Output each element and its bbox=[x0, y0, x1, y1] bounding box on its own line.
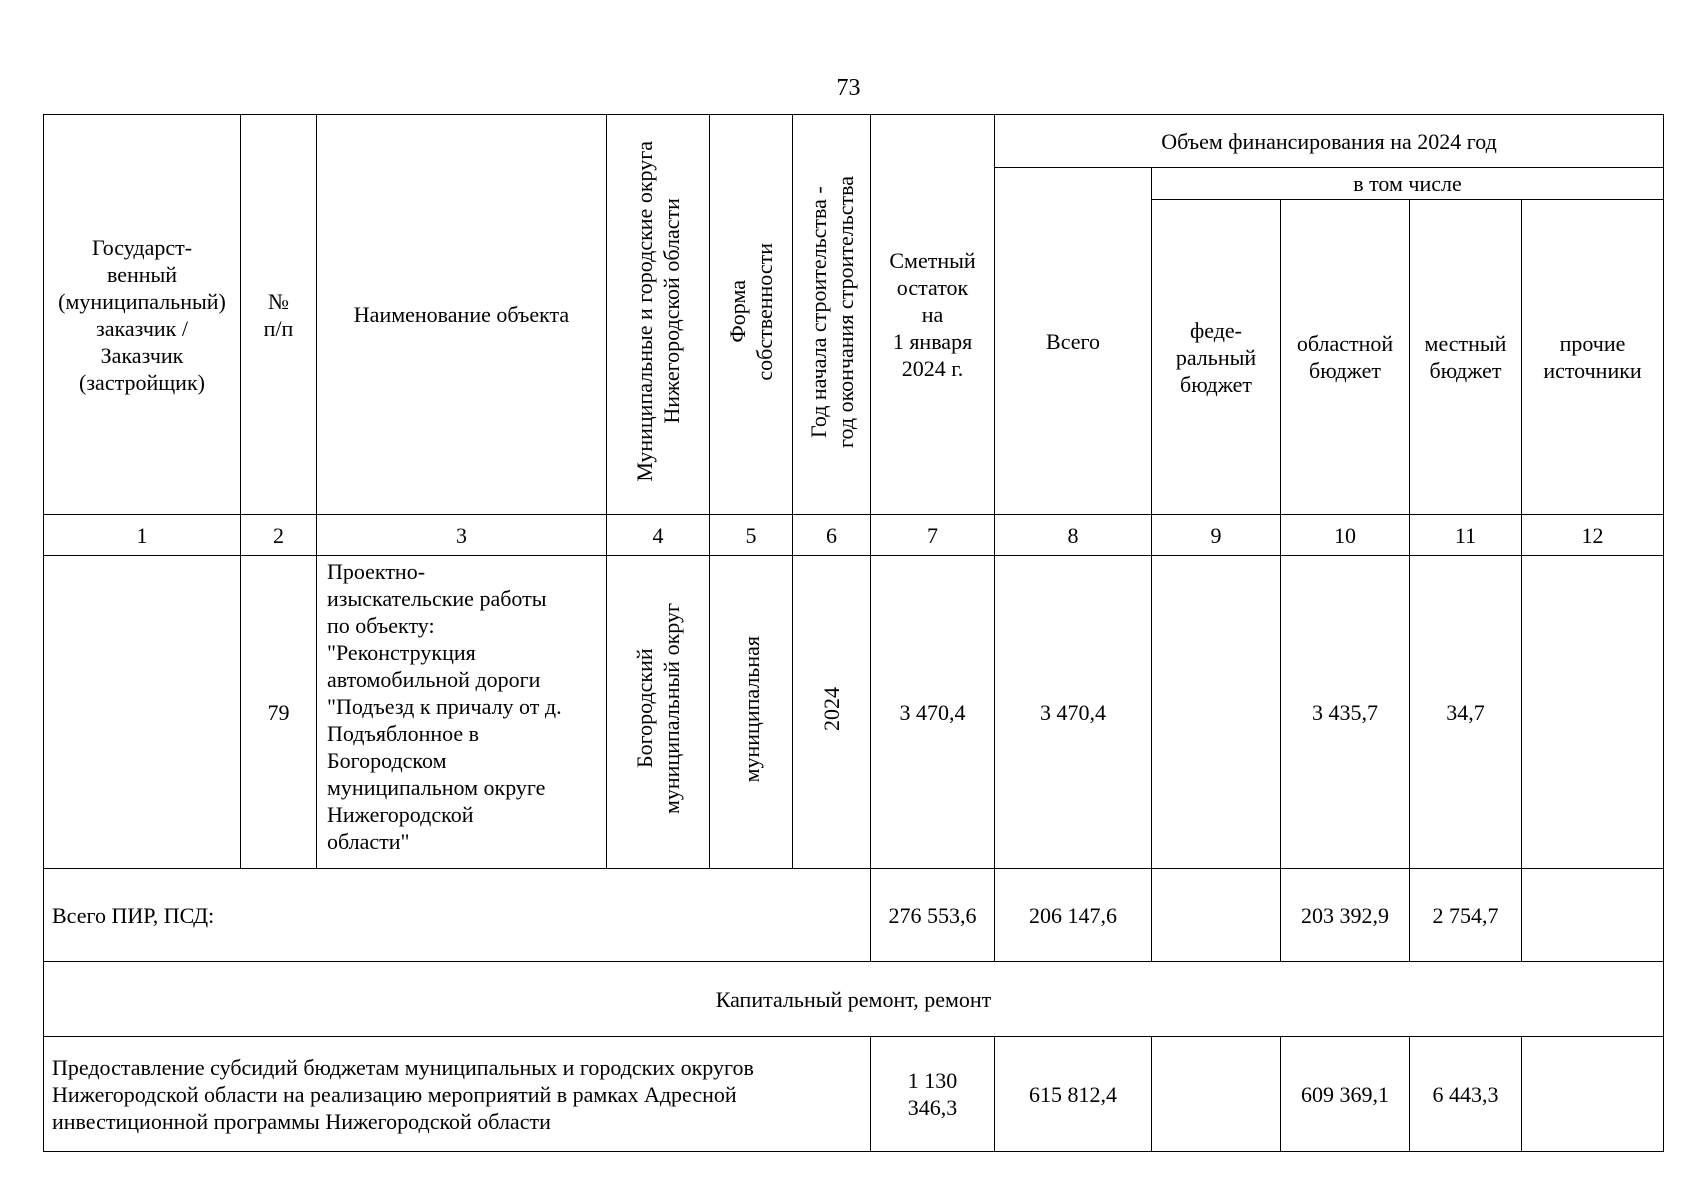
subsidy-total: 615 812,4 bbox=[995, 1037, 1152, 1152]
column-number: 5 bbox=[710, 515, 793, 556]
cell-year: 2024 bbox=[793, 556, 871, 869]
column-number: 4 bbox=[607, 515, 710, 556]
column-number: 8 bbox=[995, 515, 1152, 556]
header-object-name: Наименование объекта bbox=[317, 115, 607, 515]
cell-ownership: муниципальная bbox=[710, 556, 793, 869]
column-number: 2 bbox=[241, 515, 317, 556]
cell-other bbox=[1522, 556, 1664, 869]
column-number: 7 bbox=[871, 515, 995, 556]
column-number: 1 bbox=[44, 515, 241, 556]
total-regional: 203 392,9 bbox=[1281, 869, 1410, 962]
subsidy-row bbox=[44, 1037, 1664, 1152]
cell-total: 3 470,4 bbox=[995, 556, 1152, 869]
page-number: 73 bbox=[836, 75, 861, 101]
header-other: прочие источники bbox=[1522, 200, 1664, 515]
subsidy-federal bbox=[1152, 1037, 1281, 1152]
cell-estimate: 3 470,4 bbox=[871, 556, 995, 869]
subsidy-label: Предоставление субсидий бюджетам муниципальных и городских округов Нижегородской области на реализацию мероприятий в рамках Адресной инвестиционной программы Нижегородской области bbox=[44, 1037, 871, 1152]
header-local: местный бюджет bbox=[1410, 200, 1522, 515]
investment-program-table bbox=[43, 114, 1664, 1152]
total-federal bbox=[1152, 869, 1281, 962]
column-number: 6 bbox=[793, 515, 871, 556]
header-districts: Муниципальные и городские округа Нижегородской области bbox=[607, 115, 710, 515]
cell-local: 34,7 bbox=[1410, 556, 1522, 869]
cell-regional: 3 435,7 bbox=[1281, 556, 1410, 869]
header-funding-volume: Объем финансирования на 2024 год bbox=[995, 115, 1664, 168]
cell-district: Богородский муниципальный округ bbox=[607, 556, 710, 869]
header-estimate-balance: Сметный остаток на 1 января 2024 г. bbox=[871, 115, 995, 515]
total-other bbox=[1522, 869, 1664, 962]
header-regional: областной бюджет bbox=[1281, 200, 1410, 515]
header-including: в том числе bbox=[1152, 168, 1664, 200]
header-number: № п/п bbox=[241, 115, 317, 515]
cell-number: 79 bbox=[241, 556, 317, 869]
header-ownership: Форма собственности bbox=[710, 115, 793, 515]
header-years: Год начала строительства - год окончания строительства bbox=[793, 115, 871, 515]
total-row bbox=[44, 869, 1664, 962]
subsidy-estimate: 1 130 346,3 bbox=[871, 1037, 995, 1152]
header-total: Всего bbox=[995, 168, 1152, 515]
cell-object-name: Проектно- изыскательские работы по объекту: "Реконструкция автомобильной дороги "Подъезд к причалу от д. Подъяблонное в Богородском муниципальном округе Нижегородской области" bbox=[317, 556, 607, 869]
subsidy-local: 6 443,3 bbox=[1410, 1037, 1522, 1152]
subsidy-other bbox=[1522, 1037, 1664, 1152]
subsidy-regional: 609 369,1 bbox=[1281, 1037, 1410, 1152]
total-total: 206 147,6 bbox=[995, 869, 1152, 962]
header-row bbox=[44, 115, 1664, 168]
cell-federal bbox=[1152, 556, 1281, 869]
section-title: Капитальный ремонт, ремонт bbox=[44, 962, 1664, 1037]
column-number-row bbox=[44, 515, 1664, 556]
column-number: 9 bbox=[1152, 515, 1281, 556]
total-label: Всего ПИР, ПСД: bbox=[44, 869, 871, 962]
section-row bbox=[44, 962, 1664, 1037]
total-local: 2 754,7 bbox=[1410, 869, 1522, 962]
column-number: 12 bbox=[1522, 515, 1664, 556]
column-number: 10 bbox=[1281, 515, 1410, 556]
header-customer: Государст- венный (муниципальный) заказчик / Заказчик (застройщик) bbox=[44, 115, 241, 515]
column-number: 3 bbox=[317, 515, 607, 556]
total-estimate: 276 553,6 bbox=[871, 869, 995, 962]
column-number: 11 bbox=[1410, 515, 1522, 556]
table-row bbox=[44, 556, 1664, 869]
cell-customer bbox=[44, 556, 241, 869]
header-federal: феде- ральный бюджет bbox=[1152, 200, 1281, 515]
